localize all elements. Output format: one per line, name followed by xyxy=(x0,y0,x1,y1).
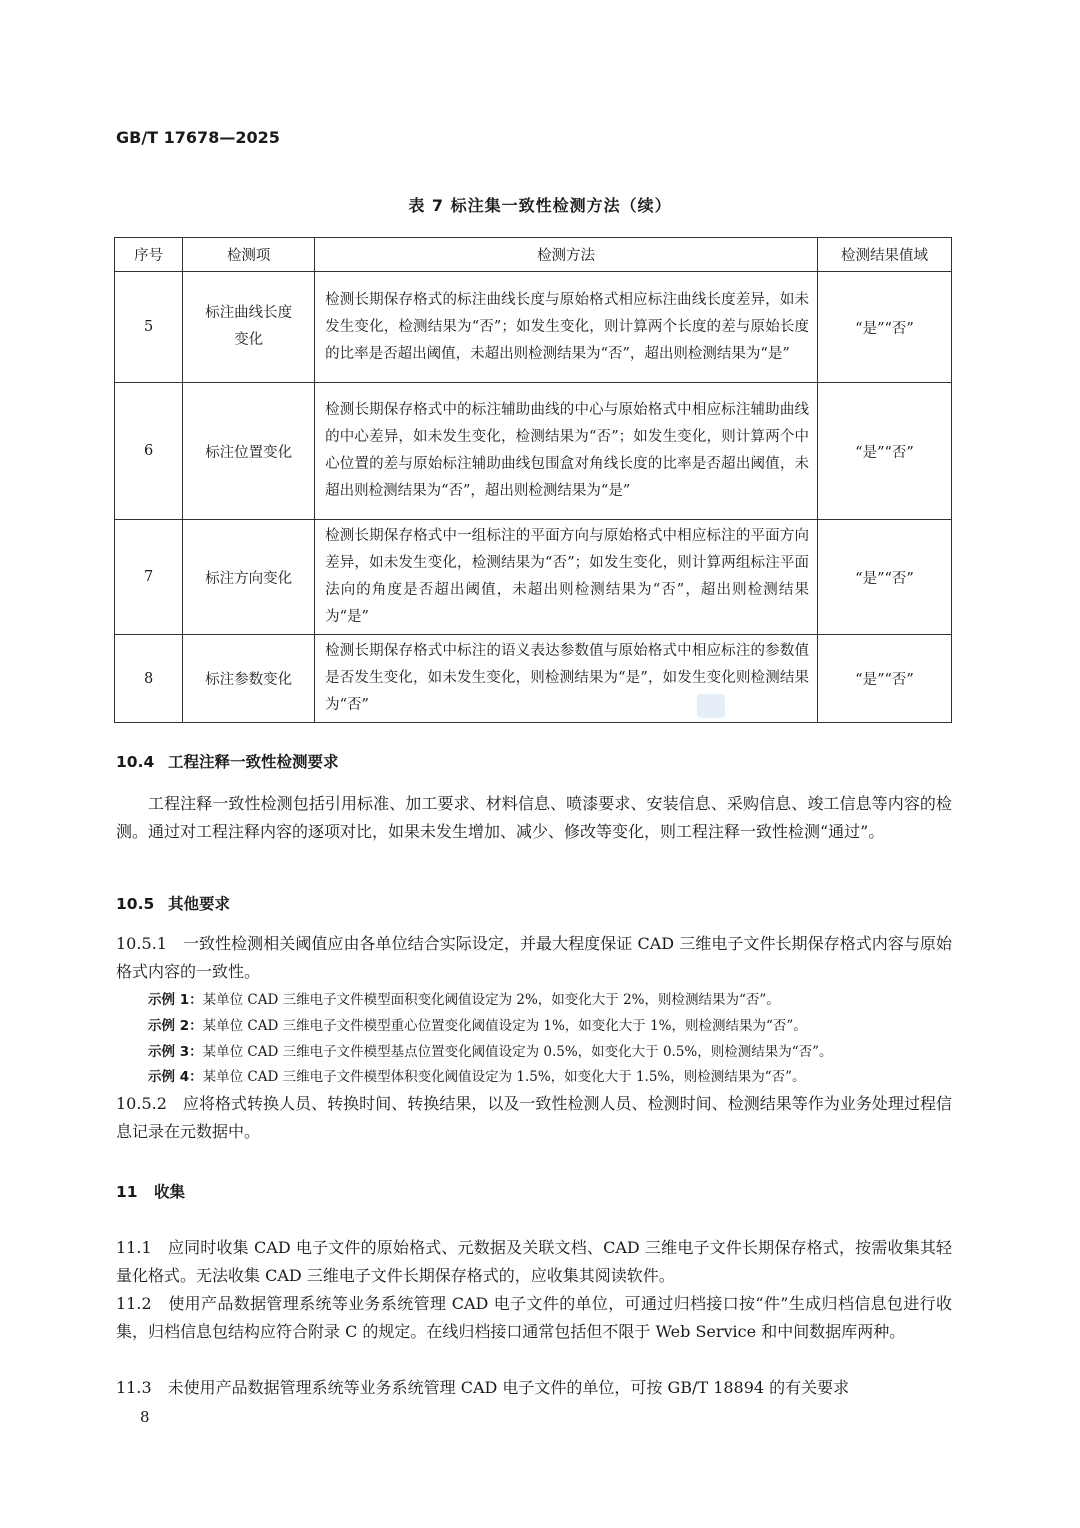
clause-10-5-2: 10.5.2 应将格式转换人员、转换时间、转换结果，以及一致性检测人员、检测时间、检测结果等作为业务处理过程信息记录在元数据中。 xyxy=(116,1094,952,1141)
table-row xyxy=(115,635,952,723)
section-title: 工程注释一致性检测要求 xyxy=(168,753,339,771)
section-10-4-heading xyxy=(116,750,339,772)
standard-number: GB/T 17678—2025 xyxy=(116,128,280,147)
table-row xyxy=(115,383,952,520)
table-title: 表 7 标注集一致性检测方法（续） xyxy=(408,196,672,215)
row-range: “是”“否” xyxy=(818,520,952,635)
row-no: 7 xyxy=(115,520,183,635)
example-text: 某单位 CAD 三维电子文件模型基点位置变化阈值设定为 0.5%，如变化大于 0.5%，则检测结果为“否”。 xyxy=(202,1044,833,1060)
header-range: 检测结果值域 xyxy=(818,238,952,272)
row-method: 检测长期保存格式中一组标注的平面方向与原始格式中相应标注的平面方向差异，如未发生变化，检测结果为“否”；如发生变化，则计算两组标注平面法向的角度是否超出阈值，未超出则检测结果为“否”，超出则检测结果为“是” xyxy=(315,520,818,635)
example-4 xyxy=(148,1064,952,1090)
table-header-row xyxy=(115,238,952,272)
section-number: 10.4 xyxy=(116,753,155,771)
table-row xyxy=(115,272,952,383)
row-range: “是”“否” xyxy=(818,383,952,520)
section-10-4-text: 工程注释一致性检测包括引用标准、加工要求、材料信息、喷漆要求、安装信息、采购信息、竣工信息等内容的检测。通过对工程注释内容的逐项对比，如果未发生增加、减少、修改等变化，则工程注释一致性检测“通过”。 xyxy=(116,794,952,841)
clause-10-5-1: 10.5.1 一致性检测相关阈值应由各单位结合实际设定，并最大程度保证 CAD 三维电子文件长期保存格式内容与原始格式内容的一致性。 xyxy=(116,934,952,981)
clause-11-2: 11.2 使用产品数据管理系统等业务系统管理 CAD 电子文件的单位，可通过归档接口按“件”生成归档信息包进行收集，归档信息包结构应符合附录 C 的规定。在线归档接口通常包括但不限于 Web Service 和中间数据库两种。 xyxy=(116,1294,952,1341)
detection-method-table xyxy=(114,237,952,723)
section-title: 收集 xyxy=(154,1183,186,1201)
row-no: 5 xyxy=(115,272,183,383)
example-label: 示例 4： xyxy=(148,1069,203,1085)
clause-11-3: 11.3 未使用产品数据管理系统等业务系统管理 CAD 电子文件的单位，可按 GB/T 18894 的有关要求 xyxy=(116,1378,850,1397)
example-text: 某单位 CAD 三维电子文件模型体积变化阈值设定为 1.5%，如变化大于 1.5%，则检测结果为“否”。 xyxy=(202,1069,806,1085)
example-text: 某单位 CAD 三维电子文件模型重心位置变化阈值设定为 1%，如变化大于 1%，则检测结果为“否”。 xyxy=(202,1018,807,1034)
row-item: 标注参数变化 xyxy=(183,635,315,723)
header-item: 检测项 xyxy=(183,238,315,272)
example-label: 示例 1： xyxy=(148,992,203,1008)
watermark-icon xyxy=(697,694,725,718)
example-label: 示例 3： xyxy=(148,1044,203,1060)
section-11-heading xyxy=(116,1180,185,1202)
example-1 xyxy=(148,987,952,1013)
row-method: 检测长期保存格式中的标注辅助曲线的中心与原始格式中相应标注辅助曲线的中心差异，如未发生变化，检测结果为“否”；如发生变化，则计算两个中心位置的差与原始标注辅助曲线包围盒对角线长度的比率是否超出阈值，未超出则检测结果为“否”，超出则检测结果为“是” xyxy=(315,383,818,520)
example-3 xyxy=(148,1039,952,1065)
example-2 xyxy=(148,1013,952,1039)
header-method: 检测方法 xyxy=(315,238,818,272)
table-row xyxy=(115,520,952,635)
row-item: 标注位置变化 xyxy=(183,383,315,520)
example-text: 某单位 CAD 三维电子文件模型面积变化阈值设定为 2%，如变化大于 2%，则检测结果为“否”。 xyxy=(202,992,780,1008)
section-10-5-heading xyxy=(116,892,230,914)
example-label: 示例 2： xyxy=(148,1018,203,1034)
row-method: 检测长期保存格式中标注的语义表达参数值与原始格式中相应标注的参数值是否发生变化，如未发生变化，则检测结果为“是”，如发生变化则检测结果为“否” xyxy=(315,635,818,723)
row-item: 标注方向变化 xyxy=(183,520,315,635)
row-no: 8 xyxy=(115,635,183,723)
row-method: 检测长期保存格式的标注曲线长度与原始格式相应标注曲线长度差异，如未发生变化，检测结果为“否”；如发生变化，则计算两个长度的差与原始长度的比率是否超出阈值，未超出则检测结果为“否”，超出则检测结果为“是” xyxy=(315,272,818,383)
row-no: 6 xyxy=(115,383,183,520)
section-title: 其他要求 xyxy=(168,895,231,913)
section-number: 11 xyxy=(116,1183,138,1201)
page-number: 8 xyxy=(140,1408,150,1426)
row-range: “是”“否” xyxy=(818,272,952,383)
section-number: 10.5 xyxy=(116,895,155,913)
header-no: 序号 xyxy=(115,238,183,272)
row-item: 标注曲线长度变化 xyxy=(183,272,315,383)
row-range: “是”“否” xyxy=(818,635,952,723)
clause-11-1: 11.1 应同时收集 CAD 电子文件的原始格式、元数据及关联文档、CAD 三维电子文件长期保存格式，按需收集其轻量化格式。无法收集 CAD 三维电子文件长期保存格式的，应收集其阅读软件。 xyxy=(116,1238,952,1285)
